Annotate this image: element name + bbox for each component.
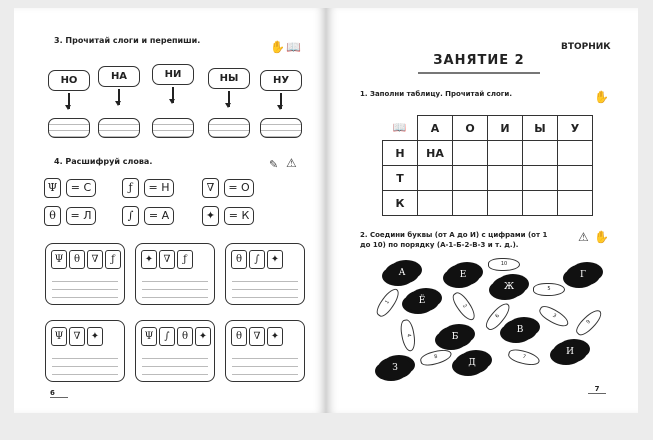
task3-title: 3. Прочитай слоги и перепиши. bbox=[54, 36, 201, 45]
answer-lines[interactable] bbox=[142, 274, 208, 298]
rocket-number: 3 bbox=[537, 303, 571, 330]
cipher-symbol: ✦ bbox=[87, 327, 103, 346]
cipher-symbol: θ bbox=[44, 206, 61, 226]
syllable-card: НУ bbox=[260, 70, 302, 91]
row-header: Т bbox=[383, 166, 418, 191]
cipher-symbol: ∇ bbox=[249, 327, 265, 346]
table-cell[interactable] bbox=[558, 166, 593, 191]
table-cell[interactable]: НА bbox=[418, 141, 453, 166]
table-cell[interactable] bbox=[488, 191, 523, 216]
table-cell[interactable] bbox=[453, 166, 488, 191]
column-header: Ы bbox=[523, 116, 558, 141]
book-icon: 📖 bbox=[286, 40, 301, 54]
rocket-number: 9 bbox=[573, 307, 605, 339]
answer-field[interactable] bbox=[260, 118, 302, 138]
encoded-word bbox=[226, 321, 304, 346]
cipher-symbol: ✦ bbox=[195, 327, 211, 346]
task2-line1: 2. Соедини буквы (от А до И) с цифрами (от 1 bbox=[360, 231, 548, 239]
warning-icon: ⚠ bbox=[286, 156, 297, 170]
lesson-title: ЗАНЯТИЕ 2 bbox=[418, 53, 540, 74]
word-card bbox=[135, 320, 215, 382]
pencil-card-icon: ✎ bbox=[269, 158, 279, 171]
table-cell[interactable] bbox=[418, 191, 453, 216]
cipher-symbol: θ bbox=[69, 250, 85, 269]
word-card bbox=[45, 243, 125, 305]
cipher-value: = А bbox=[144, 207, 174, 225]
column-header: А bbox=[418, 116, 453, 141]
letter-cloud: Е bbox=[446, 264, 480, 286]
cipher-symbol: ƒ bbox=[177, 250, 193, 269]
cipher-symbol: θ bbox=[231, 327, 247, 346]
cipher-symbol: Ψ bbox=[51, 327, 67, 346]
cipher-symbol: ∇ bbox=[69, 327, 85, 346]
task1-title: 1. Заполни таблицу. Прочитай слоги. bbox=[360, 90, 512, 98]
column-header: О bbox=[453, 116, 488, 141]
cipher-symbol: Ψ bbox=[44, 178, 61, 198]
rocket-number: 7 bbox=[507, 347, 541, 368]
row-header: Н bbox=[383, 141, 418, 166]
letter-cloud: Ё bbox=[405, 290, 439, 312]
hand-icon: ✋ bbox=[594, 90, 609, 104]
task2-text bbox=[360, 230, 547, 250]
rocket-number: 10 bbox=[488, 258, 520, 271]
task2-line2: до 10) по порядку (А-1-Б-2-В-3 и т. д.). bbox=[360, 241, 519, 249]
letter-cloud: Д bbox=[455, 352, 489, 374]
table-cell[interactable] bbox=[453, 141, 488, 166]
cipher-symbol: ∇ bbox=[202, 178, 219, 198]
syllable-card: НО bbox=[48, 70, 90, 91]
table-cell[interactable] bbox=[523, 166, 558, 191]
syllable-table bbox=[382, 115, 593, 216]
table-cell[interactable] bbox=[488, 166, 523, 191]
hand-icon: ✋ bbox=[270, 40, 285, 54]
cipher-symbol: Ψ bbox=[141, 327, 157, 346]
row-header: К bbox=[383, 191, 418, 216]
table-cell[interactable] bbox=[558, 191, 593, 216]
cipher-symbol: ƒ bbox=[122, 178, 139, 198]
word-card bbox=[45, 320, 125, 382]
cipher-symbol: ✦ bbox=[267, 250, 283, 269]
table-cell[interactable] bbox=[418, 166, 453, 191]
cipher-symbol: ∇ bbox=[87, 250, 103, 269]
answer-lines[interactable] bbox=[232, 274, 298, 298]
cipher-symbol: ∫ bbox=[249, 250, 265, 269]
arrow-down-icon bbox=[280, 93, 282, 109]
encoded-word bbox=[46, 244, 124, 269]
rocket-number: 4 bbox=[399, 319, 417, 353]
rocket-number: 2 bbox=[449, 290, 478, 324]
arrow-down-icon bbox=[118, 89, 120, 105]
rocket-number: 6 bbox=[483, 300, 514, 333]
cipher-symbol: θ bbox=[231, 250, 247, 269]
arrow-down-icon bbox=[68, 93, 70, 109]
letter-cloud: Б bbox=[438, 326, 472, 348]
column-header: У bbox=[558, 116, 593, 141]
table-cell[interactable] bbox=[523, 191, 558, 216]
table-cell[interactable] bbox=[453, 191, 488, 216]
rocket-number: 8 bbox=[419, 347, 453, 368]
letter-cloud: З bbox=[378, 357, 412, 379]
table-cell[interactable] bbox=[558, 141, 593, 166]
word-card bbox=[225, 320, 305, 382]
cipher-symbol: ✦ bbox=[202, 206, 219, 226]
arrow-down-icon bbox=[228, 91, 230, 107]
cipher-value: = С bbox=[66, 179, 96, 197]
encoded-word bbox=[136, 321, 214, 346]
answer-lines[interactable] bbox=[52, 274, 118, 298]
cipher-symbol: ∫ bbox=[122, 206, 139, 226]
cipher-symbol: ƒ bbox=[105, 250, 121, 269]
answer-field[interactable] bbox=[208, 118, 250, 138]
page-number: 7 bbox=[588, 385, 606, 394]
word-card bbox=[225, 243, 305, 305]
page-number: 6 bbox=[50, 389, 68, 398]
cipher-value: = Л bbox=[66, 207, 96, 225]
answer-lines[interactable] bbox=[142, 351, 208, 375]
word-card bbox=[135, 243, 215, 305]
task4-title: 4. Расшифруй слова. bbox=[54, 157, 153, 166]
rocket-number: 5 bbox=[533, 283, 565, 296]
table-cell[interactable] bbox=[488, 141, 523, 166]
cipher-symbol: ✦ bbox=[141, 250, 157, 269]
book-icon: 📖 bbox=[392, 121, 407, 135]
answer-lines[interactable] bbox=[52, 351, 118, 375]
cipher-symbol: ∇ bbox=[159, 250, 175, 269]
encoded-word bbox=[46, 321, 124, 346]
answer-field[interactable] bbox=[98, 118, 140, 138]
left-page bbox=[14, 8, 326, 413]
letter-cloud: В bbox=[503, 319, 537, 341]
syllable-card: НЫ bbox=[208, 68, 250, 89]
table-cell[interactable] bbox=[523, 141, 558, 166]
letter-cloud: И bbox=[553, 341, 587, 363]
encoded-word bbox=[136, 244, 214, 269]
encoded-word bbox=[226, 244, 304, 269]
cipher-value: = Н bbox=[144, 179, 174, 197]
answer-field[interactable] bbox=[152, 118, 194, 138]
warning-icon: ⚠ bbox=[578, 230, 589, 244]
arrow-down-icon bbox=[172, 87, 174, 103]
syllable-card: НИ bbox=[152, 64, 194, 85]
cipher-symbol: ✦ bbox=[267, 327, 283, 346]
syllable-card: НА bbox=[98, 66, 140, 87]
right-page bbox=[326, 8, 638, 413]
answer-lines[interactable] bbox=[232, 351, 298, 375]
letter-cloud: Г bbox=[566, 264, 600, 286]
cipher-symbol: Ψ bbox=[51, 250, 67, 269]
answer-field[interactable] bbox=[48, 118, 90, 138]
cipher-symbol: θ bbox=[177, 327, 193, 346]
cipher-symbol: ∫ bbox=[159, 327, 175, 346]
cipher-value: = О bbox=[224, 179, 254, 197]
letter-cloud: Ж bbox=[492, 276, 526, 298]
letter-cloud: А bbox=[385, 262, 419, 284]
column-header: И bbox=[488, 116, 523, 141]
rocket-number: 1 bbox=[373, 286, 402, 320]
cipher-value: = К bbox=[224, 207, 254, 225]
hand-icon: ✋ bbox=[594, 230, 609, 244]
day-label: ВТОРНИК bbox=[561, 42, 611, 52]
